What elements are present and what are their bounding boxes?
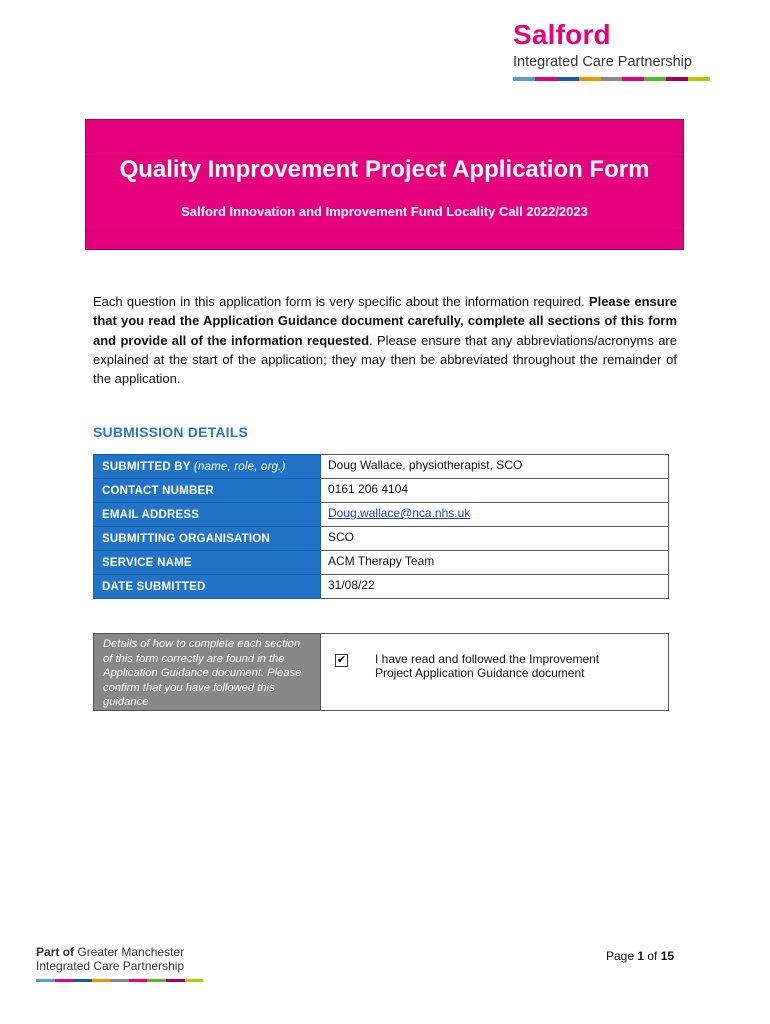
title-banner: [85, 119, 684, 250]
contact-number-field[interactable]: 0161 206 4104: [321, 479, 669, 503]
stripe-segment: [110, 979, 129, 982]
footer-part-of: Part of: [36, 945, 75, 959]
stripe-segment: [666, 77, 688, 81]
table-row: [94, 551, 669, 575]
stripe-segment: [147, 979, 166, 982]
stripe-segment: [185, 979, 204, 982]
field-label: DATE SUBMITTED: [94, 575, 321, 599]
footer-org-name: Greater Manchester: [77, 945, 185, 959]
table-row: [94, 634, 669, 711]
stripe-segment: [579, 77, 601, 81]
guidance-note: Details of how to complete each section of this form correctly are found in the Application Guidance document. Please confirm that you have followed this guidance: [94, 634, 321, 711]
table-row: [94, 503, 669, 527]
submitted-by-field[interactable]: Doug Wallace, physiotherapist, SCO: [321, 455, 669, 479]
field-label: SERVICE NAME: [94, 551, 321, 575]
table-row: [94, 575, 669, 599]
table-row: [94, 527, 669, 551]
page-of: of: [644, 949, 661, 963]
stripe-segment: [166, 979, 185, 982]
stripe-segment: [55, 979, 74, 982]
field-label-text: SUBMITTED BY: [102, 461, 191, 473]
table-row: [94, 479, 669, 503]
stripe-segment: [688, 77, 710, 81]
logo-title: Salford: [513, 19, 611, 50]
footer-logo-line1: [36, 945, 216, 959]
email-address-link[interactable]: Doug.wallace@nca.nhs.uk: [321, 503, 669, 527]
guidance-checkbox[interactable]: ✔: [336, 654, 347, 666]
page-number: [606, 949, 674, 963]
confirmation-cell: [321, 634, 669, 711]
stripe-segment: [73, 979, 92, 982]
stripe-segment: [644, 77, 666, 81]
stripe-segment: [557, 77, 579, 81]
date-submitted-field[interactable]: 31/08/22: [321, 575, 669, 599]
field-label: EMAIL ADDRESS: [94, 503, 321, 527]
footer-color-stripe: [36, 979, 203, 982]
intro-text-end: . Please ensure that any abbreviations/acronyms are explained at the start of the application; they may then be abbreviated throughout the remainder of the application.: [93, 332, 677, 387]
field-label: CONTACT NUMBER: [94, 479, 321, 503]
intro-text: Each question in this application form is very specific about the information required.: [93, 294, 589, 309]
submission-details-table: [93, 454, 669, 599]
stripe-segment: [513, 77, 535, 81]
stripe-segment: [622, 77, 644, 81]
table-row: [94, 455, 669, 479]
page-prefix: Page: [606, 949, 638, 963]
submitting-organisation-field[interactable]: SCO: [321, 527, 669, 551]
field-label-hint: (name, role, org.): [193, 461, 286, 473]
stripe-segment: [92, 979, 111, 982]
field-label: [94, 455, 321, 479]
guidance-confirmation-table: [93, 633, 669, 711]
banner-rule: [86, 230, 683, 231]
intro-paragraph: [93, 292, 677, 388]
service-name-field[interactable]: ACM Therapy Team: [321, 551, 669, 575]
footer-logo-line2: Integrated Care Partnership: [36, 959, 185, 973]
stripe-segment: [129, 979, 148, 982]
checkbox-label: I have read and followed the Improvement Project Application Guidance document: [375, 652, 600, 680]
section-heading: SUBMISSION DETAILS: [93, 424, 249, 440]
field-label: SUBMITTING ORGANISATION: [94, 527, 321, 551]
stripe-segment: [36, 979, 55, 982]
salford-logo: [513, 20, 713, 81]
form-title: Quality Improvement Project Application Form: [119, 156, 650, 183]
logo-subtitle: Integrated Care Partnership: [513, 54, 692, 70]
stripe-segment: [601, 77, 623, 81]
intro-bold-text: Please ensure that you read the Application Guidance document carefully, complete all sections of this form and provide all of the information requested: [93, 294, 677, 348]
page-current: 1: [637, 949, 645, 963]
page-total: 15: [660, 949, 675, 963]
stripe-segment: [535, 77, 557, 81]
footer-logo: [36, 945, 216, 982]
logo-color-stripe: [513, 77, 710, 81]
form-subtitle: Salford Innovation and Improvement Fund Locality Call 2022/2023: [181, 204, 588, 219]
